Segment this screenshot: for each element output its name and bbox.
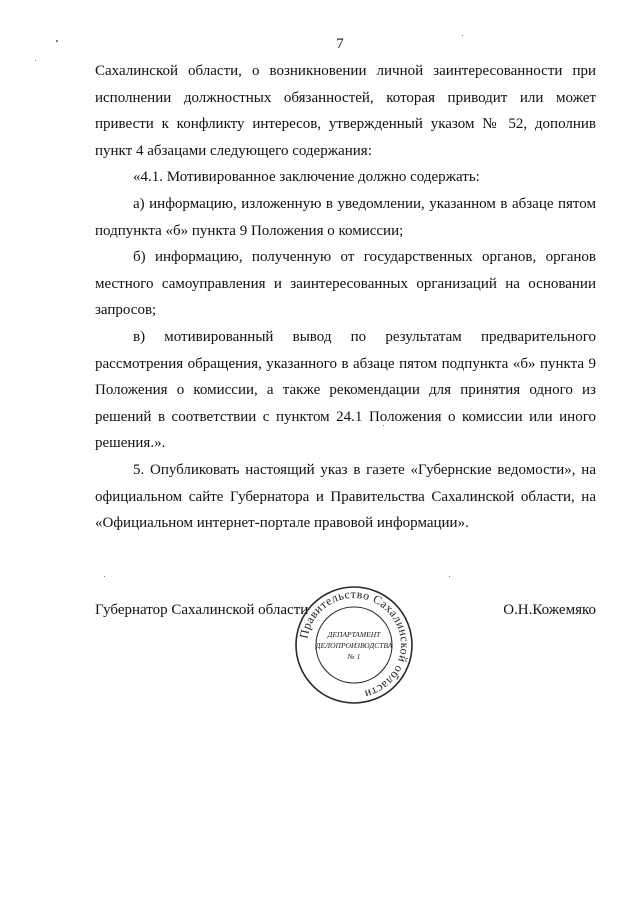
paragraph-continuation: Сахалинской области, о возникновении личной заинтересованности при исполнении должностных обязанностей, которая приводит или может привести к конфликту интересов, утвержденный указом № 52, дополнив пункт 4 абзацами следующего содержания:	[95, 63, 596, 159]
paragraph-item-5: 5. Опубликовать настоящий указ в газете «Губернские ведомости», на официальном сайте Губернатора и Правительства Сахалинской области, на «Официальном интернет-портале правовой информации».	[95, 461, 596, 532]
seal-outer-text: Правительство Сахалинской области	[296, 586, 413, 702]
signatory-name: О.Н.Кожемяко	[503, 602, 596, 618]
signatory-title: Губернатор Сахалинской области	[95, 602, 309, 618]
paragraph-item-v: в) мотивированный вывод по результатам предварительного рассмотрения обращения, указанного в абзаце пятом подпункта «б» пункта 9 Положения о комиссии, а также рекомендации для принятия одного из решений в соответствии с пунктом 24.1 Положения о комиссии или иного решения.».	[95, 328, 596, 452]
paragraph-item-a: а) информацию, изложенную в уведомлении, указанном в абзаце пятом подпункта «б» пункта 9 Положения о комиссии;	[95, 195, 596, 239]
document-body	[95, 58, 596, 537]
paragraph-item-b: б) информацию, полученную от государственных органов, органов местного самоуправления и заинтересованных организаций на основании запросов;	[95, 249, 596, 319]
paragraph-clause-4-1: «4.1. Мотивированное заключение должно содержать:	[133, 169, 480, 186]
scan-speck	[56, 40, 58, 42]
seal-line-number: № 1	[347, 652, 361, 661]
seal-line-division: ДЕЛОПРОИЗВОДСТВА	[315, 641, 393, 650]
page-number: 7	[336, 36, 344, 52]
scan-speck	[383, 425, 384, 426]
scan-speck	[462, 35, 463, 36]
official-seal-stamp	[293, 584, 415, 706]
scan-speck	[449, 576, 450, 577]
scan-speck	[35, 60, 36, 61]
scan-speck	[104, 576, 105, 577]
seal-line-department: ДЕПАРТАМЕНТ	[327, 630, 381, 639]
